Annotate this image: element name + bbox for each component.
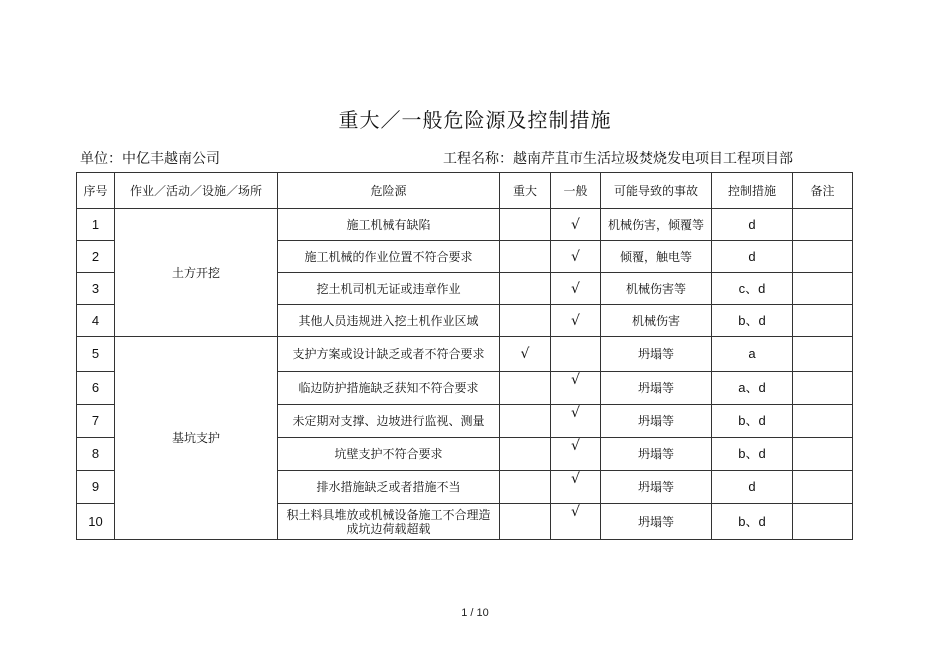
general-cell: √ — [551, 305, 601, 337]
accident-cell: 倾覆，触电等 — [601, 241, 712, 273]
remarks-cell — [793, 405, 853, 438]
activity-cell: 土方开挖 — [115, 209, 278, 337]
table-row — [77, 209, 853, 241]
row-seq: 2 — [77, 241, 115, 273]
accident-cell: 坍塌等 — [601, 438, 712, 471]
measures-cell: d — [712, 241, 793, 273]
project-name-label: 工程名称：越南芹苴市生活垃圾焚烧发电项目工程项目部 — [443, 151, 793, 167]
accident-cell: 坍塌等 — [601, 504, 712, 540]
page-number: 1 / 10 — [461, 607, 489, 619]
measures-cell: a — [712, 337, 793, 372]
major-cell: √ — [500, 337, 551, 372]
hazard-cell: 未定期对支撑、边坡进行监视、测量 — [278, 405, 500, 438]
header-hazard: 危险源 — [278, 173, 500, 209]
header-seq: 序号 — [77, 173, 115, 209]
header-row — [77, 173, 853, 209]
accident-cell: 机械伤害 — [601, 305, 712, 337]
row-seq: 7 — [77, 405, 115, 438]
general-cell: √ — [551, 372, 601, 405]
accident-cell: 坍塌等 — [601, 405, 712, 438]
hazard-cell: 坑壁支护不符合要求 — [278, 438, 500, 471]
header-accident: 可能导致的事故 — [601, 173, 712, 209]
measures-cell: a、d — [712, 372, 793, 405]
measures-cell: b、d — [712, 405, 793, 438]
major-cell — [500, 305, 551, 337]
major-cell — [500, 405, 551, 438]
hazard-cell: 支护方案或设计缺乏或者不符合要求 — [278, 337, 500, 372]
remarks-cell — [793, 372, 853, 405]
row-seq: 5 — [77, 337, 115, 372]
accident-cell: 机械伤害等 — [601, 273, 712, 305]
general-cell: √ — [551, 438, 601, 471]
general-cell: √ — [551, 241, 601, 273]
measures-cell: d — [712, 471, 793, 504]
hazard-cell: 积土料具堆放或机械设备施工不合理造成坑边荷载超载 — [278, 504, 500, 540]
major-cell — [500, 372, 551, 405]
major-cell — [500, 471, 551, 504]
header-general: 一般 — [551, 173, 601, 209]
header-major: 重大 — [500, 173, 551, 209]
header-remarks: 备注 — [793, 173, 853, 209]
major-cell — [500, 504, 551, 540]
major-cell — [500, 209, 551, 241]
accident-cell: 坍塌等 — [601, 337, 712, 372]
hazard-cell: 施工机械有缺陷 — [278, 209, 500, 241]
measures-cell: d — [712, 209, 793, 241]
remarks-cell — [793, 471, 853, 504]
accident-cell: 坍塌等 — [601, 471, 712, 504]
remarks-cell — [793, 241, 853, 273]
header-activity: 作业／活动／设施／场所 — [115, 173, 278, 209]
accident-cell: 机械伤害，倾覆等 — [601, 209, 712, 241]
hazard-cell: 挖土机司机无证或违章作业 — [278, 273, 500, 305]
major-cell — [500, 241, 551, 273]
remarks-cell — [793, 273, 853, 305]
major-cell — [500, 438, 551, 471]
measures-cell: b、d — [712, 305, 793, 337]
table-row — [77, 337, 853, 372]
hazard-cell: 临边防护措施缺乏获知不符合要求 — [278, 372, 500, 405]
remarks-cell — [793, 504, 853, 540]
remarks-cell — [793, 209, 853, 241]
row-seq: 3 — [77, 273, 115, 305]
remarks-cell — [793, 305, 853, 337]
general-cell: √ — [551, 504, 601, 540]
general-cell: √ — [551, 471, 601, 504]
major-cell — [500, 273, 551, 305]
row-seq: 1 — [77, 209, 115, 241]
general-cell: √ — [551, 273, 601, 305]
hazard-cell: 其他人员违规进入挖土机作业区域 — [278, 305, 500, 337]
row-seq: 9 — [77, 471, 115, 504]
row-seq: 6 — [77, 372, 115, 405]
general-cell: √ — [551, 405, 601, 438]
accident-cell: 坍塌等 — [601, 372, 712, 405]
measures-cell: b、d — [712, 504, 793, 540]
hazard-table — [76, 172, 853, 540]
document-title: 重大／一般危险源及控制措施 — [338, 108, 612, 132]
remarks-cell — [793, 438, 853, 471]
row-seq: 4 — [77, 305, 115, 337]
header-measures: 控制措施 — [712, 173, 793, 209]
general-cell: √ — [551, 209, 601, 241]
remarks-cell — [793, 337, 853, 372]
measures-cell: c、d — [712, 273, 793, 305]
unit-label: 单位：中亿丰越南公司 — [80, 151, 220, 167]
measures-cell: b、d — [712, 438, 793, 471]
activity-cell: 基坑支护 — [115, 337, 278, 540]
hazard-cell: 施工机械的作业位置不符合要求 — [278, 241, 500, 273]
hazard-cell: 排水措施缺乏或者措施不当 — [278, 471, 500, 504]
general-cell — [551, 337, 601, 372]
row-seq: 10 — [77, 504, 115, 540]
row-seq: 8 — [77, 438, 115, 471]
